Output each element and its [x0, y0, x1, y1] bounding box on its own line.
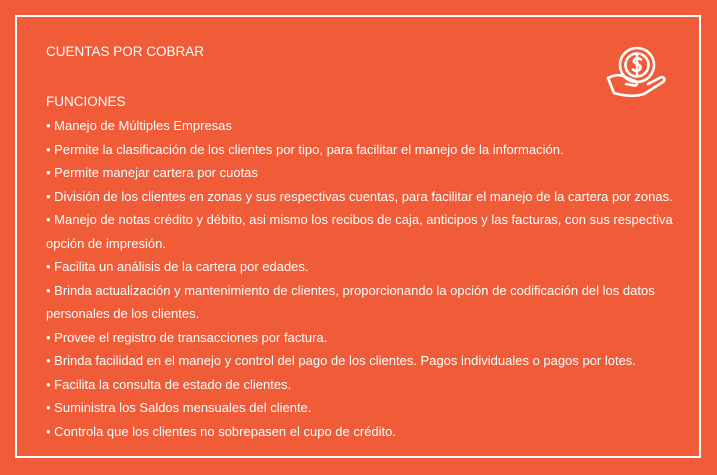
list-item: • Permite manejar cartera por cuotas [46, 165, 258, 180]
card-content [46, 42, 686, 443]
list-item: • Brinda facilidad en el manejo y control del pago de los clientes. Pagos individuales o pagos por lotes. [46, 353, 636, 368]
list-item: • Facilita un análisis de la cartera por edades. [46, 259, 309, 274]
list-item: • Controla que los clientes no sobrepasen el cupo de crédito. [46, 423, 396, 439]
section-heading: FUNCIONES [46, 94, 126, 109]
list-item: • Provee el registro de transacciones por factura. [46, 329, 328, 345]
list-item: • Manejo de notas crédito y débito, asi mismo los recibos de caja, anticipos y las facturas, con sus respectiva opción de impresión. [46, 212, 673, 251]
list-item: • Brinda actualización y mantenimiento de clientes, proporcionando la opción de codificación del los datos personales de los clientes. [46, 282, 655, 321]
list-item: • Suministra los Saldos mensuales del cliente. [46, 400, 312, 415]
card-title: CUENTAS POR COBRAR [46, 44, 205, 59]
list-item: • Facilita la consulta de estado de clientes. [46, 376, 292, 392]
feature-list [46, 114, 686, 443]
list-item: • División de los clientes en zonas y sus respectivas cuentas, para facilitar el manejo de la cartera por zonas. [46, 188, 673, 204]
list-item: • Manejo de Múltiples Empresas [46, 118, 232, 133]
list-item: • Permite la clasificación de los clientes por tipo, para facilitar el manejo de la información. [46, 141, 564, 157]
